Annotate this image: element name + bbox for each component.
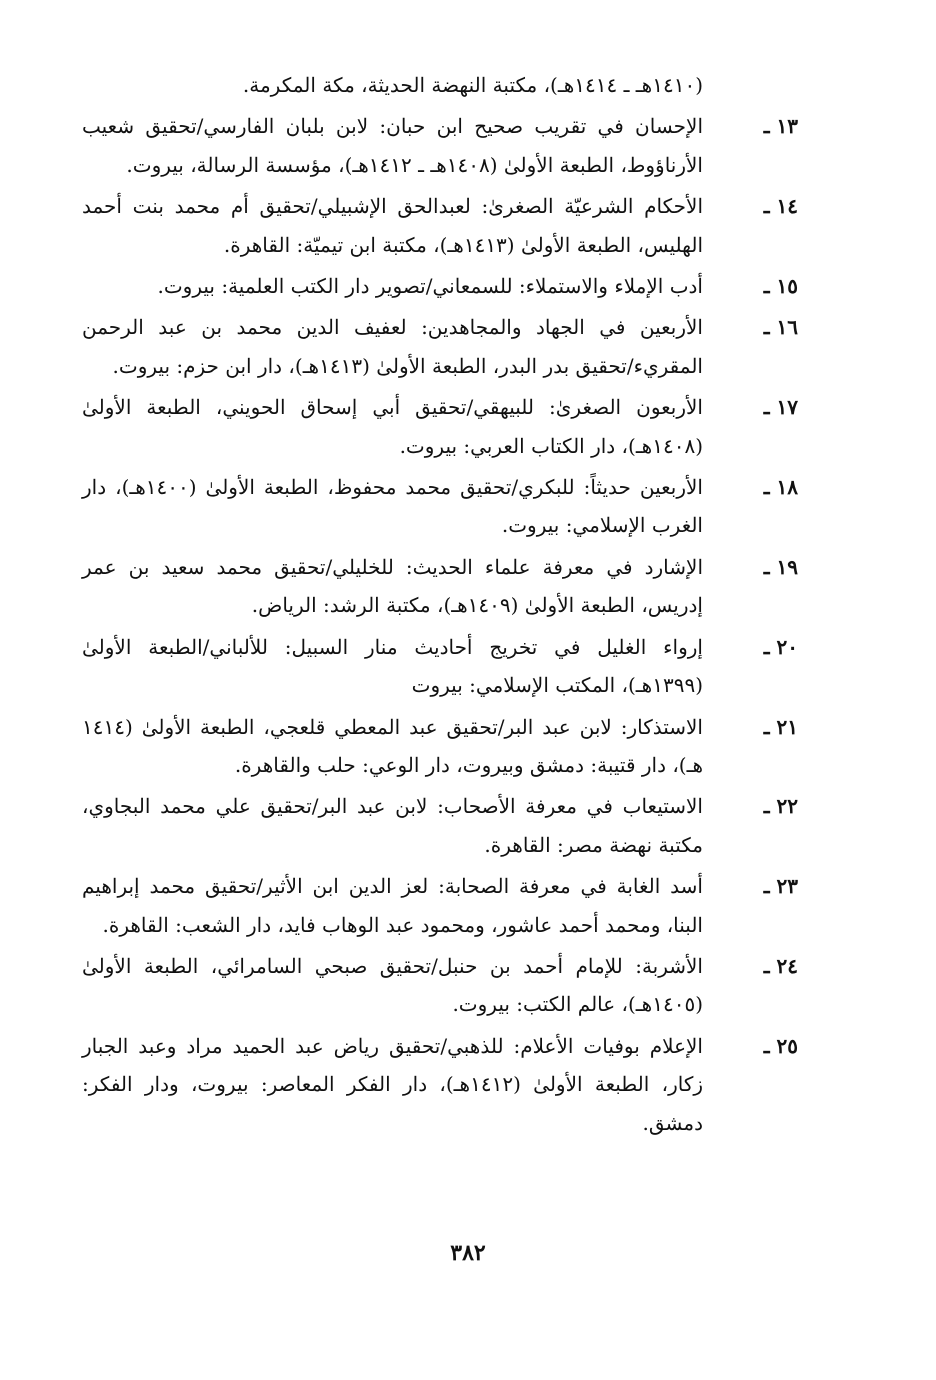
entry-number: ١٤ ـ [763,194,798,219]
entry-number: ٢٥ ـ [763,1033,798,1058]
entry-text: الإحسان في تقريب صحيح ابن حبان: لابن بلبان الفارسي/تحقيق شعيب الأرناؤوط، الطبعة الأولىٰ (١٤٠٨هـ ـ ١٤١٢هـ)، مؤسسة الرسالة، بيروت. [82,114,703,177]
bibliography-entry [82,107,798,184]
bibliography-entry [82,1027,798,1142]
entry-text: إرواء الغليل في تخريج أحاديث منار السبيل: للألباني/الطبعة الأولىٰ (١٣٩٩هـ)، المكتب الإسلامي: بيروت [82,634,703,698]
entry-text: الإشارد في معرفة علماء الحديث: للخليلي/تحقيق محمد سعيد بن عمر إدريس، الطبعة الأولىٰ (١٤٠٩هـ)، مكتبة الرشد: الرياض. [82,554,703,618]
bibliography-entry [82,267,798,305]
entry-number: ١٣ ـ [763,114,798,139]
page-number: ٣٨٢ [450,1240,486,1266]
entry-text: الإعلام بوفيات الأعلام: للذهبي/تحقيق رياض عبد الحميد مراد وعبد الجبار زكار، الطبعة الأولىٰ (١٤١٢هـ)، دار الفكر المعاصر: بيروت، ودار الفكر: دمشق. [82,1033,703,1135]
entry-number: ١٧ ـ [763,395,798,420]
entry-text: الاستذكار: لابن عبد البر/تحقيق عبد المعطي قلعجي، الطبعة الأولىٰ (١٤١٤ هـ)، دار قتيبة: دمشق وبيروت، دار الوعي: حلب والقاهرة. [82,714,703,777]
entry-text: الأحكام الشرعيّة الصغرىٰ: لعبدالحق الإشبيلي/تحقيق أم محمد بنت أحمد الهليس، الطبعة الأولىٰ (١٤١٣هـ)، مكتبة ابن تيميّة: القاهرة. [82,194,703,257]
bibliography-page [82,66,798,1142]
bibliography-entry [82,628,798,705]
bibliography-entry [82,548,798,625]
entry-text: الأربعين حديثاً: للبكري/تحقيق محمد محفوظ، الطبعة الأولىٰ (١٤٠٠هـ)، دار الغرب الإسلامي: بيروت. [82,475,703,538]
entry-number: ١٦ ـ [763,315,798,340]
entry-number: ١٩ ـ [763,554,798,579]
bibliography-entry [82,468,798,545]
entry-number: ٢٢ ـ [763,794,798,819]
bibliography-entry [82,308,798,385]
bibliography-entry [82,867,798,944]
entry-text: أدب الإملاء والاستملاء: للسمعاني/تصوير دار الكتب العلمية: بيروت. [157,274,703,299]
continuation-text: (١٤١٠هـ ـ ١٤١٤هـ)، مكتبة النهضة الحديثة، مكة المكرمة. [242,73,703,97]
entry-text: أسد الغابة في معرفة الصحابة: لعز الدين ابن الأثير/تحقيق محمد إبراهيم البنا، ومحمد أحمد عاشور، ومحمود عبد الوهاب فايد، دار الشعب: القاهرة. [82,874,703,937]
entry-number: ١٥ ـ [763,274,798,299]
entry-number: ٢٠ ـ [763,634,798,659]
entry-number: ٢٤ ـ [763,953,798,978]
entry-number: ١٨ ـ [763,475,798,500]
bibliography-entry [82,388,798,465]
entry-number: ٢١ ـ [763,714,798,739]
bibliography-entry [82,787,798,864]
entry-number: ٢٣ ـ [763,874,798,899]
bibliography-entry [82,947,798,1024]
entry-text: الأربعون الصغرىٰ: للبيهقي/تحقيق أبي إسحاق الحويني، الطبعة الأولىٰ (١٤٠٨هـ)، دار الكتاب العربي: بيروت. [82,395,703,458]
bibliography-entry [82,187,798,264]
bibliography-entry [82,708,798,785]
entry-text: الأربعين في الجهاد والمجاهدين: لعفيف الدين محمد بن عبد الرحمن المقريء/تحقيق بدر البدر، الطبعة الأولىٰ (١٤١٣هـ)، دار ابن حزم: بيروت. [82,315,703,378]
entry-text: الأشربة: للإمام أحمد بن حنبل/تحقيق صبحي السامرائي، الطبعة الأولىٰ (١٤٠٥هـ)، عالم الكتب: بيروت. [82,953,703,1017]
entry-text: الاستيعاب في معرفة الأصحاب: لابن عبد البر/تحقيق علي محمد البجاوي، مكتبة نهضة مصر: القاهرة. [82,794,703,857]
